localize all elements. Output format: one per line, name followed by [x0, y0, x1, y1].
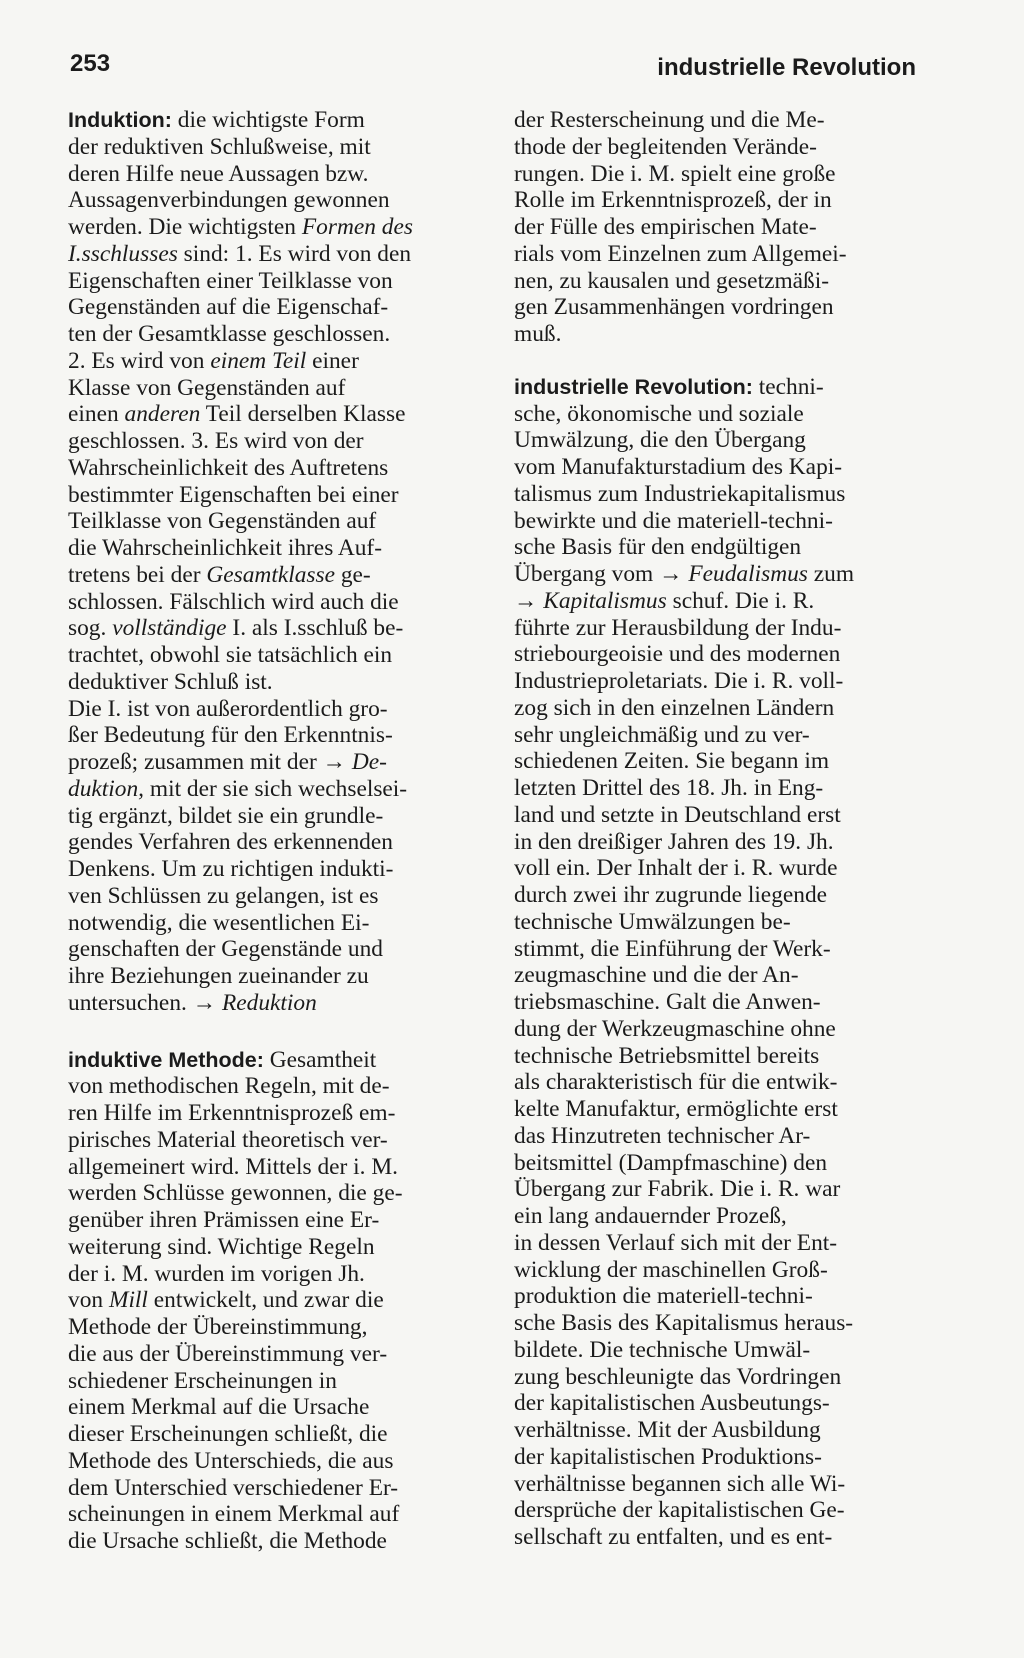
text-line: schiedenen Zeiten. Sie begann im: [514, 748, 830, 775]
text-line: dung der Werkzeugmaschine ohne: [514, 1015, 836, 1042]
text-line: bewirkte und die materiell-techni-: [514, 507, 833, 534]
cross-reference: Feudalismus: [688, 561, 808, 587]
text-line: durch zwei ihr zugrunde liegende: [514, 882, 828, 908]
text-line: scheinungen in einem Merkmal auf: [68, 1501, 400, 1528]
text-line: gen Zusammenhängen vordringen: [514, 294, 834, 321]
text-line: führte zur Herausbildung der Indu-: [514, 614, 842, 641]
italic-term: I.sschlusses: [68, 240, 178, 267]
text-line: ein lang andauernder Prozeß,: [514, 1203, 787, 1229]
entry-term: Induktion:: [68, 108, 172, 132]
text-line: werden Schlüsse gewonnen, die ge-: [68, 1180, 403, 1207]
italic-term: Formen des: [301, 214, 413, 240]
text-line: Die I. ist von außerordentlich gro-: [68, 695, 388, 722]
text-line: in dessen Verlauf sich mit der Ent-: [514, 1229, 838, 1256]
text-line: sche Basis des Kapitalismus heraus-: [514, 1310, 854, 1336]
text-line: Übergang vom → Feudalismus zum: [514, 561, 855, 587]
text-line: in den dreißiger Jahren des 19. Jh.: [514, 828, 834, 855]
cross-reference: Kapitalismus: [543, 587, 667, 614]
text-line: schiedener Erscheinungen in: [68, 1367, 337, 1394]
text-line: der Fülle des empirischen Mate-: [514, 214, 817, 240]
text-line: sche, ökonomische und soziale: [514, 400, 804, 427]
text-line: pirisches Material theoretisch ver-: [68, 1126, 388, 1153]
text-line: von methodischen Regeln, mit de-: [68, 1073, 390, 1100]
italic-term: anderen: [124, 401, 201, 428]
text-line: ßer Bedeutung für den Erkenntnis-: [68, 722, 393, 749]
italic-term: De-: [351, 749, 387, 775]
text-line: geschlossen. 3. Es wird von der: [68, 428, 364, 454]
text-line: dem Unterschied verschiedener Er-: [68, 1474, 399, 1501]
text-line: → Kapitalismus schuf. Die i. R.: [514, 587, 815, 614]
text-line: Methode der Übereinstimmung,: [68, 1314, 368, 1340]
text-line: schlossen. Fälschlich wird auch die: [68, 588, 399, 615]
entry-induktion: [68, 107, 472, 1017]
text-line: trachtet, obwohl sie tatsächlich ein: [68, 642, 393, 668]
text-line: wicklung der maschinellen Groß-: [514, 1256, 828, 1283]
text-line: Übergang zur Fabrik. Die i. R. war: [514, 1176, 841, 1203]
italic-term: duktion,: [68, 775, 145, 802]
text-line: stimmt, die Einführung der Werk-: [514, 935, 831, 962]
entry-term: induktive Methode:: [68, 1047, 264, 1072]
text-line: tig ergänzt, bildet sie ein grundle-: [68, 802, 384, 829]
text-line: 2. Es wird von einem Teil einer: [68, 347, 359, 374]
text-line: ven Schlüssen zu gelangen, ist es: [68, 882, 379, 909]
italic-term: vollständige: [112, 615, 227, 642]
text-line: der Resterscheinung und die Me-: [514, 107, 825, 133]
text-line: ren Hilfe im Erkenntnisprozeß em-: [68, 1100, 396, 1126]
entry-continuation: [514, 107, 918, 348]
text-line: nen, zu kausalen und gesetzmäßi-: [514, 267, 830, 294]
text-line: notwendig, die wesentlichen Ei-: [68, 909, 370, 936]
text-line: zog sich in den einzelnen Ländern: [514, 694, 835, 721]
text-line: deduktiver Schluß ist.: [68, 668, 273, 695]
text-line: striebourgeoisie und des modernen: [514, 641, 841, 668]
text-line: kelte Manufaktur, ermöglichte erst: [514, 1096, 838, 1122]
text-line: zeugmaschine und die der An-: [514, 962, 799, 989]
text-line: industrielle Revolution: techni-: [514, 373, 824, 400]
text-line: land und setzte in Deutschland erst: [514, 801, 841, 828]
text-line: als charakteristisch für die entwik-: [514, 1069, 838, 1096]
italic-term: Mill: [108, 1287, 148, 1314]
text-line: I.sschlusses sind: 1. Es wird von den: [68, 240, 412, 267]
text-line: genschaften der Gegenstände und: [68, 936, 383, 963]
text-line: werden. Die wichtigsten Formen des: [68, 214, 413, 240]
text-line: genüber ihren Prämissen eine Er-: [68, 1207, 380, 1233]
text-line: die Ursache schließt, die Methode: [68, 1528, 387, 1554]
text-line: muß.: [514, 321, 562, 347]
italic-term: einem Teil: [210, 347, 307, 374]
text-line: Methode des Unterschieds, die aus: [68, 1447, 394, 1474]
text-line: Induktion: die wichtigste Form: [68, 107, 365, 133]
entry-induktive-methode: [68, 1047, 472, 1555]
text-line: von Mill entwickelt, und zwar die: [68, 1287, 384, 1314]
text-line: technische Betriebsmittel bereits: [514, 1042, 820, 1069]
text-line: der reduktiven Schlußweise, mit: [68, 133, 371, 160]
text-line: Wahrscheinlichkeit des Auftretens: [68, 454, 389, 481]
text-line: verhältnisse. Mit der Ausbildung: [514, 1417, 821, 1443]
text-line: Denkens. Um zu richtigen indukti-: [68, 856, 394, 882]
text-line: sche Basis für den endgültigen: [514, 534, 802, 561]
text-line: Klasse von Gegenständen auf: [68, 374, 346, 401]
text-line: der i. M. wurden im vorigen Jh.: [68, 1260, 365, 1287]
text-line: technische Umwälzungen be-: [514, 908, 791, 935]
text-line: weiterung sind. Wichtige Regeln: [68, 1233, 375, 1260]
text-line: zung beschleunigte das Vordringen: [514, 1363, 842, 1390]
page-number: 253: [70, 50, 111, 77]
text-line: sehr ungleichmäßig und zu ver-: [514, 721, 810, 748]
text-line: rials vom Einzelnen zum Allgemei-: [514, 240, 847, 267]
text-line: sellschaft zu entfalten, und es ent-: [514, 1524, 833, 1550]
text-line: ihre Beziehungen zueinander zu: [68, 963, 369, 989]
text-line: Aussagenverbindungen gewonnen: [68, 187, 390, 214]
cross-reference: Reduktion: [221, 989, 317, 1016]
running-head: industrielle Revolution: [657, 54, 916, 81]
page-header: [70, 50, 916, 90]
text-line: bestimmter Eigenschaften bei einer: [68, 481, 399, 508]
text-line: beitsmittel (Dampfmaschine) den: [514, 1149, 828, 1176]
text-line: verhältnisse begannen sich alle Wi-: [514, 1470, 846, 1497]
text-line: gendes Verfahren des erkennenden: [68, 829, 393, 856]
text-line: die Wahrscheinlichkeit ihres Auf-: [68, 535, 383, 561]
entry-gap: [68, 1017, 472, 1047]
text-line: Industrieproletariats. Die i. R. voll-: [514, 668, 844, 694]
text-line: prozeß; zusammen mit der → De-: [68, 749, 387, 775]
text-line: talismus zum Industriekapitalismus: [514, 480, 846, 507]
text-line: die aus der Übereinstimmung ver-: [68, 1340, 388, 1367]
text-line: thode der begleitenden Verände-: [514, 133, 817, 160]
entry-term: industrielle Revolution:: [514, 374, 753, 399]
text-line: voll ein. Der Inhalt der i. R. wurde: [514, 855, 838, 882]
text-line: Gegenständen auf die Eigenschaf-: [68, 294, 389, 321]
right-column: [514, 107, 918, 1551]
text-line: allgemeinert wird. Mittels der i. M.: [68, 1153, 398, 1180]
text-line: Rolle im Erkenntnisprozeß, der in: [514, 187, 832, 214]
left-column: [68, 107, 472, 1555]
text-line: induktive Methode: Gesamtheit: [68, 1046, 377, 1073]
text-line: bildete. Die technische Umwäl-: [514, 1336, 811, 1363]
text-line: ten der Gesamtklasse geschlossen.: [68, 321, 391, 347]
text-line: rungen. Die i. M. spielt eine große: [514, 160, 836, 187]
entry-gap: [514, 348, 918, 374]
text-line: triebsmaschine. Galt die Anwen-: [514, 989, 821, 1015]
text-line: duktion, mit der sie sich wechselsei-: [68, 775, 408, 802]
italic-term: Gesamtklasse: [206, 561, 335, 588]
text-line: Teilklasse von Gegenständen auf: [68, 508, 377, 535]
entry-industrielle-revolution: [514, 374, 918, 1551]
text-line: vom Manufakturstadium des Kapi-: [514, 454, 843, 480]
text-line: untersuchen. → Reduktion: [68, 989, 317, 1016]
text-line: produktion die materiell-techni-: [514, 1283, 813, 1310]
text-line: der kapitalistischen Ausbeutungs-: [514, 1390, 830, 1417]
text-line: Eigenschaften einer Teilklasse von: [68, 267, 393, 294]
text-line: letzten Drittel des 18. Jh. in Eng-: [514, 775, 824, 801]
text-line: tretens bei der Gesamtklasse ge-: [68, 561, 371, 588]
text-line: dieser Erscheinungen schließt, die: [68, 1421, 388, 1447]
text-line: einen anderen Teil derselben Klasse: [68, 401, 406, 428]
text-line: deren Hilfe neue Aussagen bzw.: [68, 160, 369, 187]
text-line: dersprüche der kapitalistischen Ge-: [514, 1497, 845, 1524]
text-line: das Hinzutreten technischer Ar-: [514, 1122, 811, 1149]
text-line: sog. vollständige I. als I.sschluß be-: [68, 615, 404, 642]
text-line: der kapitalistischen Produktions-: [514, 1443, 822, 1470]
text-line: einem Merkmal auf die Ursache: [68, 1394, 370, 1421]
text-line: Umwälzung, die den Übergang: [514, 427, 806, 454]
